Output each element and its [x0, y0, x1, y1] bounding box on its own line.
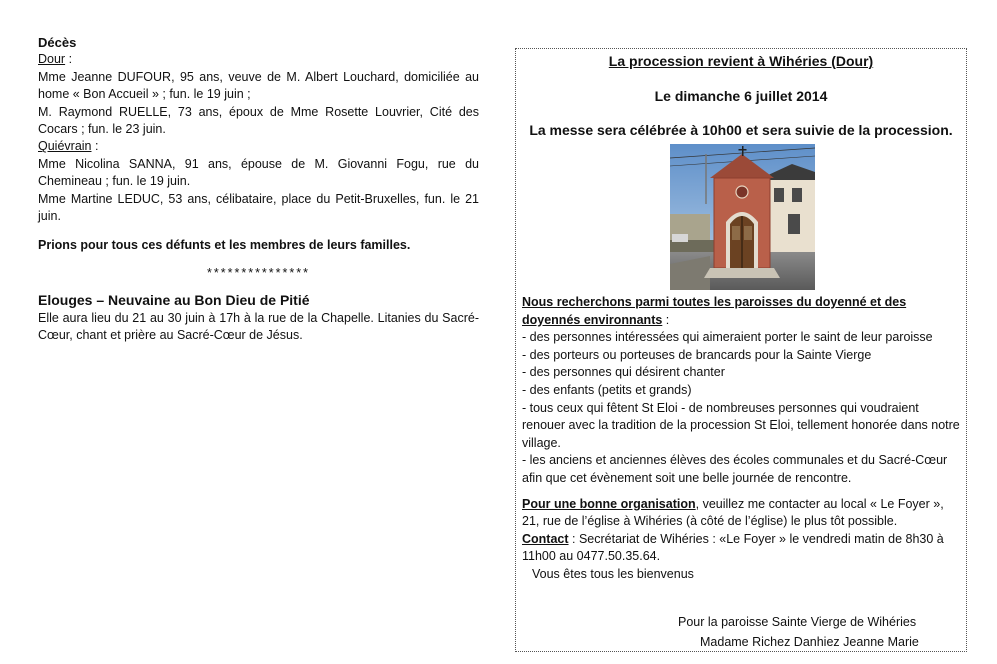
search-heading	[522, 294, 960, 329]
organisation-label: Pour une bonne organisation	[522, 496, 696, 511]
chapel-photo	[670, 144, 815, 290]
obituary-entry: Mme Jeanne DUFOUR, 95 ans, veuve de M. Albert Louchard, domiciliée au home « Bon Accueil » ; fun. le 19 juin ;	[38, 69, 479, 102]
procession-box	[515, 48, 967, 652]
list-item: - des enfants (petits et grands)	[522, 382, 692, 397]
search-heading-label: Nous recherchons parmi toutes les paroisses du doyenné et des doyennés environnants	[522, 295, 907, 327]
obituary-entry: Mme Martine LEDUC, 53 ans, célibataire, place du Petit-Bruxelles, fun. le 21 juin.	[38, 191, 479, 224]
separator-stars: ***************	[207, 265, 310, 280]
chapel-photo-icon	[670, 144, 815, 290]
contact-text: : Secrétariat de Wihéries : «Le Foyer » le vendredi matin de 8h30 à 11h00 au 0477.50.35.64.	[522, 531, 944, 564]
box-body	[522, 294, 960, 584]
obituary-entry: Mme Nicolina SANNA, 91 ans, épouse de M. Giovanni Fogu, rue du Chemineau ; fun. le 19 juin.	[38, 156, 479, 189]
quievrain-colon: :	[91, 139, 99, 154]
welcome-line: Vous êtes tous les bienvenus	[532, 566, 694, 581]
quievrain-heading	[38, 138, 479, 155]
dour-heading	[38, 51, 479, 68]
elouges-heading: Elouges – Neuvaine au Bon Dieu de Pitié	[38, 292, 310, 309]
organisation-text: , veuillez me contacter au local « Le Foyer », 21, rue de l’église à Wihéries (à côté de l’église) le plus tôt possible.	[522, 496, 944, 529]
elouges-text: Elle aura lieu du 21 au 30 juin à 17h à la rue de la Chapelle. Litanies du Sacré-Cœur, chant et prière au Sacré-Cœur de Jésus.	[38, 310, 479, 343]
organisation-paragraph	[522, 496, 960, 531]
dour-colon: :	[65, 52, 73, 67]
mass-announcement: La messe sera célébrée à 10h00 et sera suivie de la procession.	[529, 122, 953, 138]
left-column	[38, 34, 479, 345]
dour-label: Dour	[38, 52, 66, 67]
contact-label: Contact	[522, 531, 569, 546]
list-item: - des personnes qui désirent chanter	[522, 365, 725, 380]
signature-block	[678, 612, 919, 652]
procession-date: Le dimanche 6 juillet 2014	[654, 88, 828, 104]
list-item: - tous ceux qui fêtent St Eloi - de nombreuses personnes qui voudraient renouer avec la tradition de la procession St Eloi, tellement honorée dans notre village.	[522, 400, 960, 450]
signature-line-1: Pour la paroisse Sainte Vierge de Wihéries	[678, 615, 917, 629]
prayer-line: Prions pour tous ces défunts et les membres de leurs familles.	[38, 238, 411, 253]
list-item: - des personnes intéressées qui aimeraient porter le saint de leur paroisse	[522, 330, 933, 345]
obituary-entry: M. Raymond RUELLE, 73 ans, époux de Mme Rosette Louvrier, Cité des Cocars ; fun. le 23 juin.	[38, 104, 479, 137]
quievrain-label: Quiévrain	[38, 139, 92, 154]
signature-line-2: Madame Richez Danhiez Jeanne Marie	[700, 635, 919, 649]
spacer	[522, 488, 960, 496]
procession-title: La procession revient à Wihéries (Dour)	[608, 53, 874, 69]
contact-paragraph	[522, 531, 960, 566]
search-heading-colon: :	[662, 312, 670, 327]
deces-heading: Décès	[38, 35, 77, 50]
list-item: - les anciens et anciennes élèves des écoles communales et du Sacré-Cœur afin que cet évènement soit une belle journée de rencontre.	[522, 453, 948, 485]
list-item: - des porteurs ou porteuses de brancards pour la Sainte Vierge	[522, 347, 872, 362]
